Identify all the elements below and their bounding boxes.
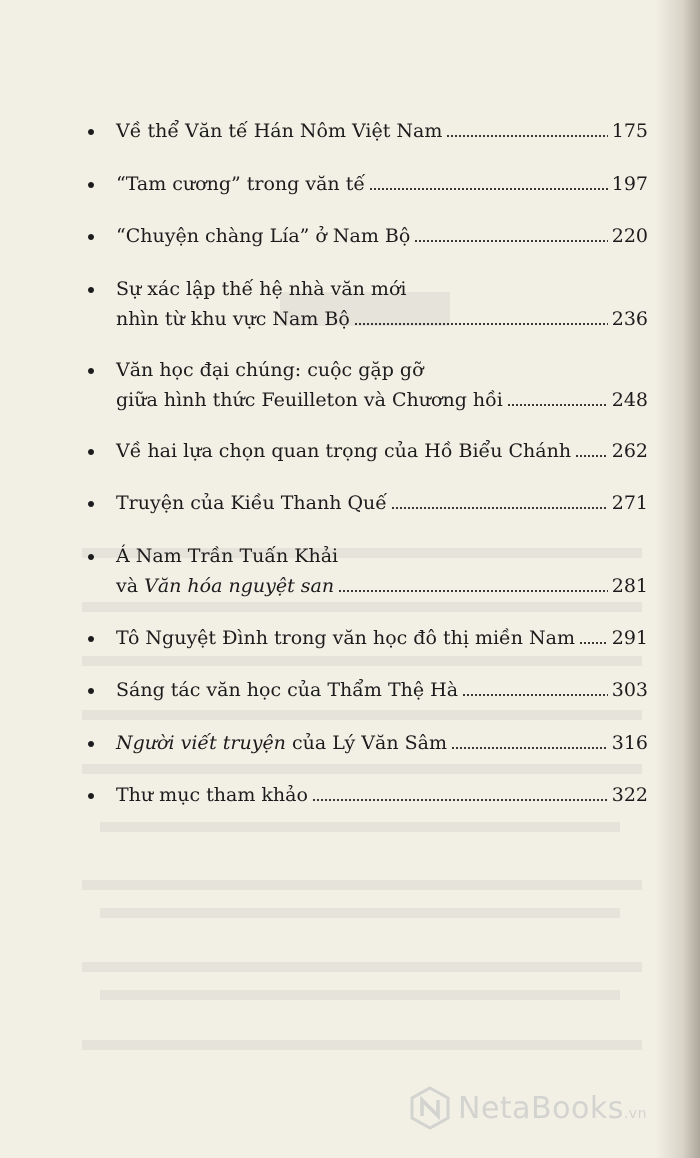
- toc-line: [116, 118, 648, 144]
- toc-title: Thư mục tham khảo: [116, 784, 308, 806]
- bullet-icon: [88, 793, 94, 799]
- toc-line: [116, 223, 648, 249]
- dot-leader: [312, 798, 608, 802]
- toc-page-number: 236: [611, 308, 648, 330]
- toc-page-number: 281: [611, 575, 648, 597]
- dot-leader: [446, 134, 607, 138]
- netabooks-logo-icon: [408, 1086, 452, 1130]
- dot-leader: [391, 506, 608, 510]
- toc-page-number: 303: [611, 679, 648, 701]
- toc-title: Văn học đại chúng: cuộc gặp gỡ: [116, 359, 424, 381]
- bullet-icon: [88, 636, 94, 642]
- watermark-brand: NetaBooks: [458, 1090, 624, 1126]
- dot-leader: [507, 403, 608, 407]
- toc-line: [116, 625, 648, 651]
- toc-page-number: 248: [611, 389, 648, 411]
- toc-line: [116, 677, 648, 703]
- dot-leader: [369, 187, 608, 191]
- toc-page-number: 197: [611, 173, 648, 195]
- toc-title: “Chuyện chàng Lía” ở Nam Bộ: [116, 225, 411, 247]
- toc-title: Về thể Văn tế Hán Nôm Việt Nam: [116, 120, 443, 142]
- toc-title: [116, 573, 334, 599]
- bullet-icon: [88, 741, 94, 747]
- toc-title: Truyện của Kiều Thanh Quế: [116, 492, 387, 514]
- bullet-icon: [88, 368, 94, 374]
- bullet-icon: [88, 287, 94, 293]
- dot-leader: [579, 641, 608, 645]
- bullet-icon: [88, 234, 94, 240]
- toc-title: [116, 730, 447, 756]
- bullet-icon: [88, 449, 94, 455]
- toc-line: [116, 276, 648, 302]
- bullet-icon: [88, 182, 94, 188]
- toc-line: [116, 306, 648, 332]
- watermark-logo: [408, 1086, 647, 1130]
- dot-leader: [451, 746, 608, 750]
- toc-line: [116, 357, 648, 383]
- toc-page-number: 220: [611, 225, 648, 247]
- dot-leader: [338, 589, 608, 593]
- toc-line: [116, 782, 648, 808]
- toc-page-number: 175: [611, 120, 648, 142]
- toc-line: [116, 387, 648, 413]
- toc-title: nhìn từ khu vực Nam Bộ: [116, 308, 350, 330]
- toc-title-suffix: của Lý Văn Sâm: [285, 732, 447, 754]
- toc-line: [116, 490, 648, 516]
- toc-title-prefix: và: [116, 575, 145, 597]
- toc-page-number: 316: [611, 732, 648, 754]
- dot-leader: [575, 454, 608, 458]
- toc-line: [116, 543, 648, 569]
- toc-page-number: 271: [611, 492, 648, 514]
- dot-leader: [414, 239, 607, 243]
- toc-title: Sự xác lập thế hệ nhà văn mới: [116, 278, 407, 300]
- bullet-icon: [88, 688, 94, 694]
- toc-line: [116, 171, 648, 197]
- watermark-text: [458, 1091, 647, 1126]
- toc-title: Tô Nguyệt Đình trong văn học đô thị miền Nam: [116, 627, 575, 649]
- toc-title-italic: Người viết truyện: [116, 732, 286, 754]
- toc-page-number: 322: [611, 784, 648, 806]
- dot-leader: [462, 693, 608, 697]
- toc-title: Á Nam Trần Tuấn Khải: [116, 545, 339, 567]
- toc-title-italic: Văn hóa nguyệt san: [144, 575, 335, 597]
- toc-line: [116, 438, 648, 464]
- watermark-suffix: .vn: [623, 1105, 647, 1122]
- toc-title: Sáng tác văn học của Thẩm Thệ Hà: [116, 679, 459, 701]
- bullet-icon: [88, 501, 94, 507]
- toc-line: [116, 730, 648, 756]
- toc-page-number: 262: [611, 440, 648, 462]
- bullet-icon: [88, 129, 94, 135]
- toc-page-number: 291: [611, 627, 648, 649]
- toc-title: giữa hình thức Feuilleton và Chương hồi: [116, 389, 503, 411]
- toc-title: Về hai lựa chọn quan trọng của Hồ Biểu Chánh: [116, 440, 572, 462]
- toc-title: “Tam cương” trong văn tế: [116, 173, 366, 195]
- dot-leader: [354, 322, 608, 326]
- bullet-icon: [88, 554, 94, 560]
- toc-line: [116, 573, 648, 599]
